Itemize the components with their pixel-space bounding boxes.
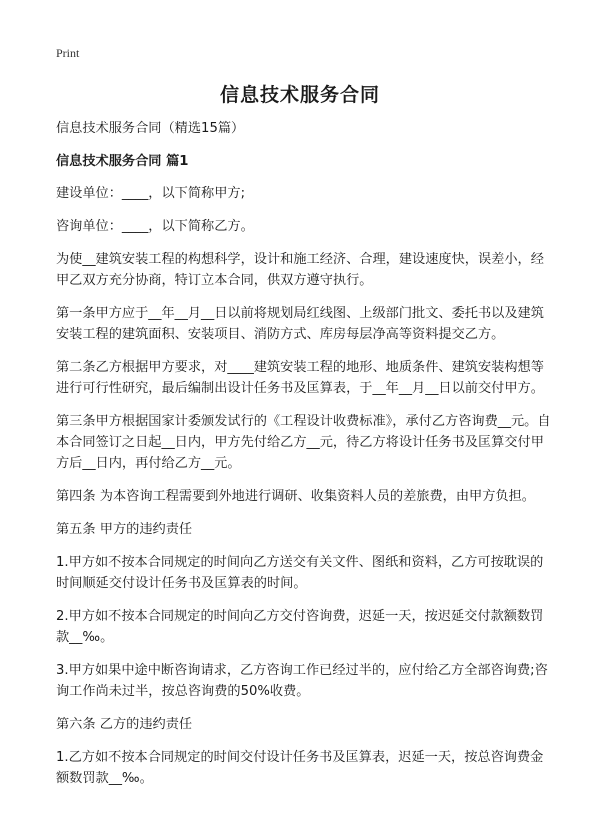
paragraph-consultant-unit: 咨询单位：____，以下简称乙方。	[56, 219, 254, 234]
paragraph-article-2: 第二条乙方根据甲方要求，对____建筑安装工程的地形、地质条件、建筑安装构想等进行可行性研究，最后编制出设计任务书及匡算表，于__年__月__日以前交付甲方。	[56, 360, 544, 396]
paragraph-article-5-item-1: 1.甲方如不按本合同规定的时间向乙方送交有关文件、图纸和资料，乙方可按耽误的时间顺延交付设计任务书及匡算表的时间。	[56, 555, 544, 591]
paragraph-article-6-item-1: 1.乙方如不按本合同规定的时间交付设计任务书及匡算表，迟延一天，按总咨询费金额数罚款__‰。	[56, 750, 544, 786]
paragraph-article-5-item-2: 2.甲方如不按本合同规定的时间向乙方交付咨询费，迟延一天，按迟延交付款额数罚款__‰。	[56, 609, 544, 645]
document-subtitle: 信息技术服务合同（精选15篇）	[56, 121, 245, 136]
paragraph-article-3: 第三条甲方根据国家计委颁发试行的《工程设计收费标准》，承付乙方咨询费__元。自本合同签订之日起__日内，甲方先付给乙方__元，待乙方将设计任务书及匡算交付甲方后__日内，再付给乙方__元。	[56, 414, 551, 471]
paragraph-article-6-heading: 第六条 乙方的违约责任	[56, 717, 193, 732]
paragraph-preamble: 为使__建筑安装工程的构想科学，设计和施工经济、合理，建设速度快，误差小，经甲乙双方充分协商，特订立本合同，供双方遵守执行。	[56, 252, 544, 288]
print-label: Print	[56, 46, 80, 60]
paragraph-article-5-item-3: 3.甲方如果中途中断咨询请求，乙方咨询工作已经过半的，应付给乙方全部咨询费;咨询工作尚未过半，按总咨询费的50%收费。	[56, 663, 548, 699]
section-heading: 信息技术服务合同 篇1	[56, 154, 189, 169]
paragraph-article-1: 第一条甲方应于__年__月__日以前将规划局红线图、上级部门批文、委托书以及建筑安装工程的建筑面积、安装项目、消防方式、库房每层净高等资料提交乙方。	[56, 306, 544, 342]
paragraph-builder-unit: 建设单位：____，以下简称甲方;	[56, 186, 246, 201]
document-title: 信息技术服务合同	[219, 84, 380, 106]
paragraph-article-4: 第四条 为本咨询工程需要到外地进行调研、收集资料人员的差旅费，由甲方负担。	[56, 489, 535, 504]
paragraph-article-5-heading: 第五条 甲方的违约责任	[56, 522, 193, 537]
document-body	[56, 118, 554, 801]
